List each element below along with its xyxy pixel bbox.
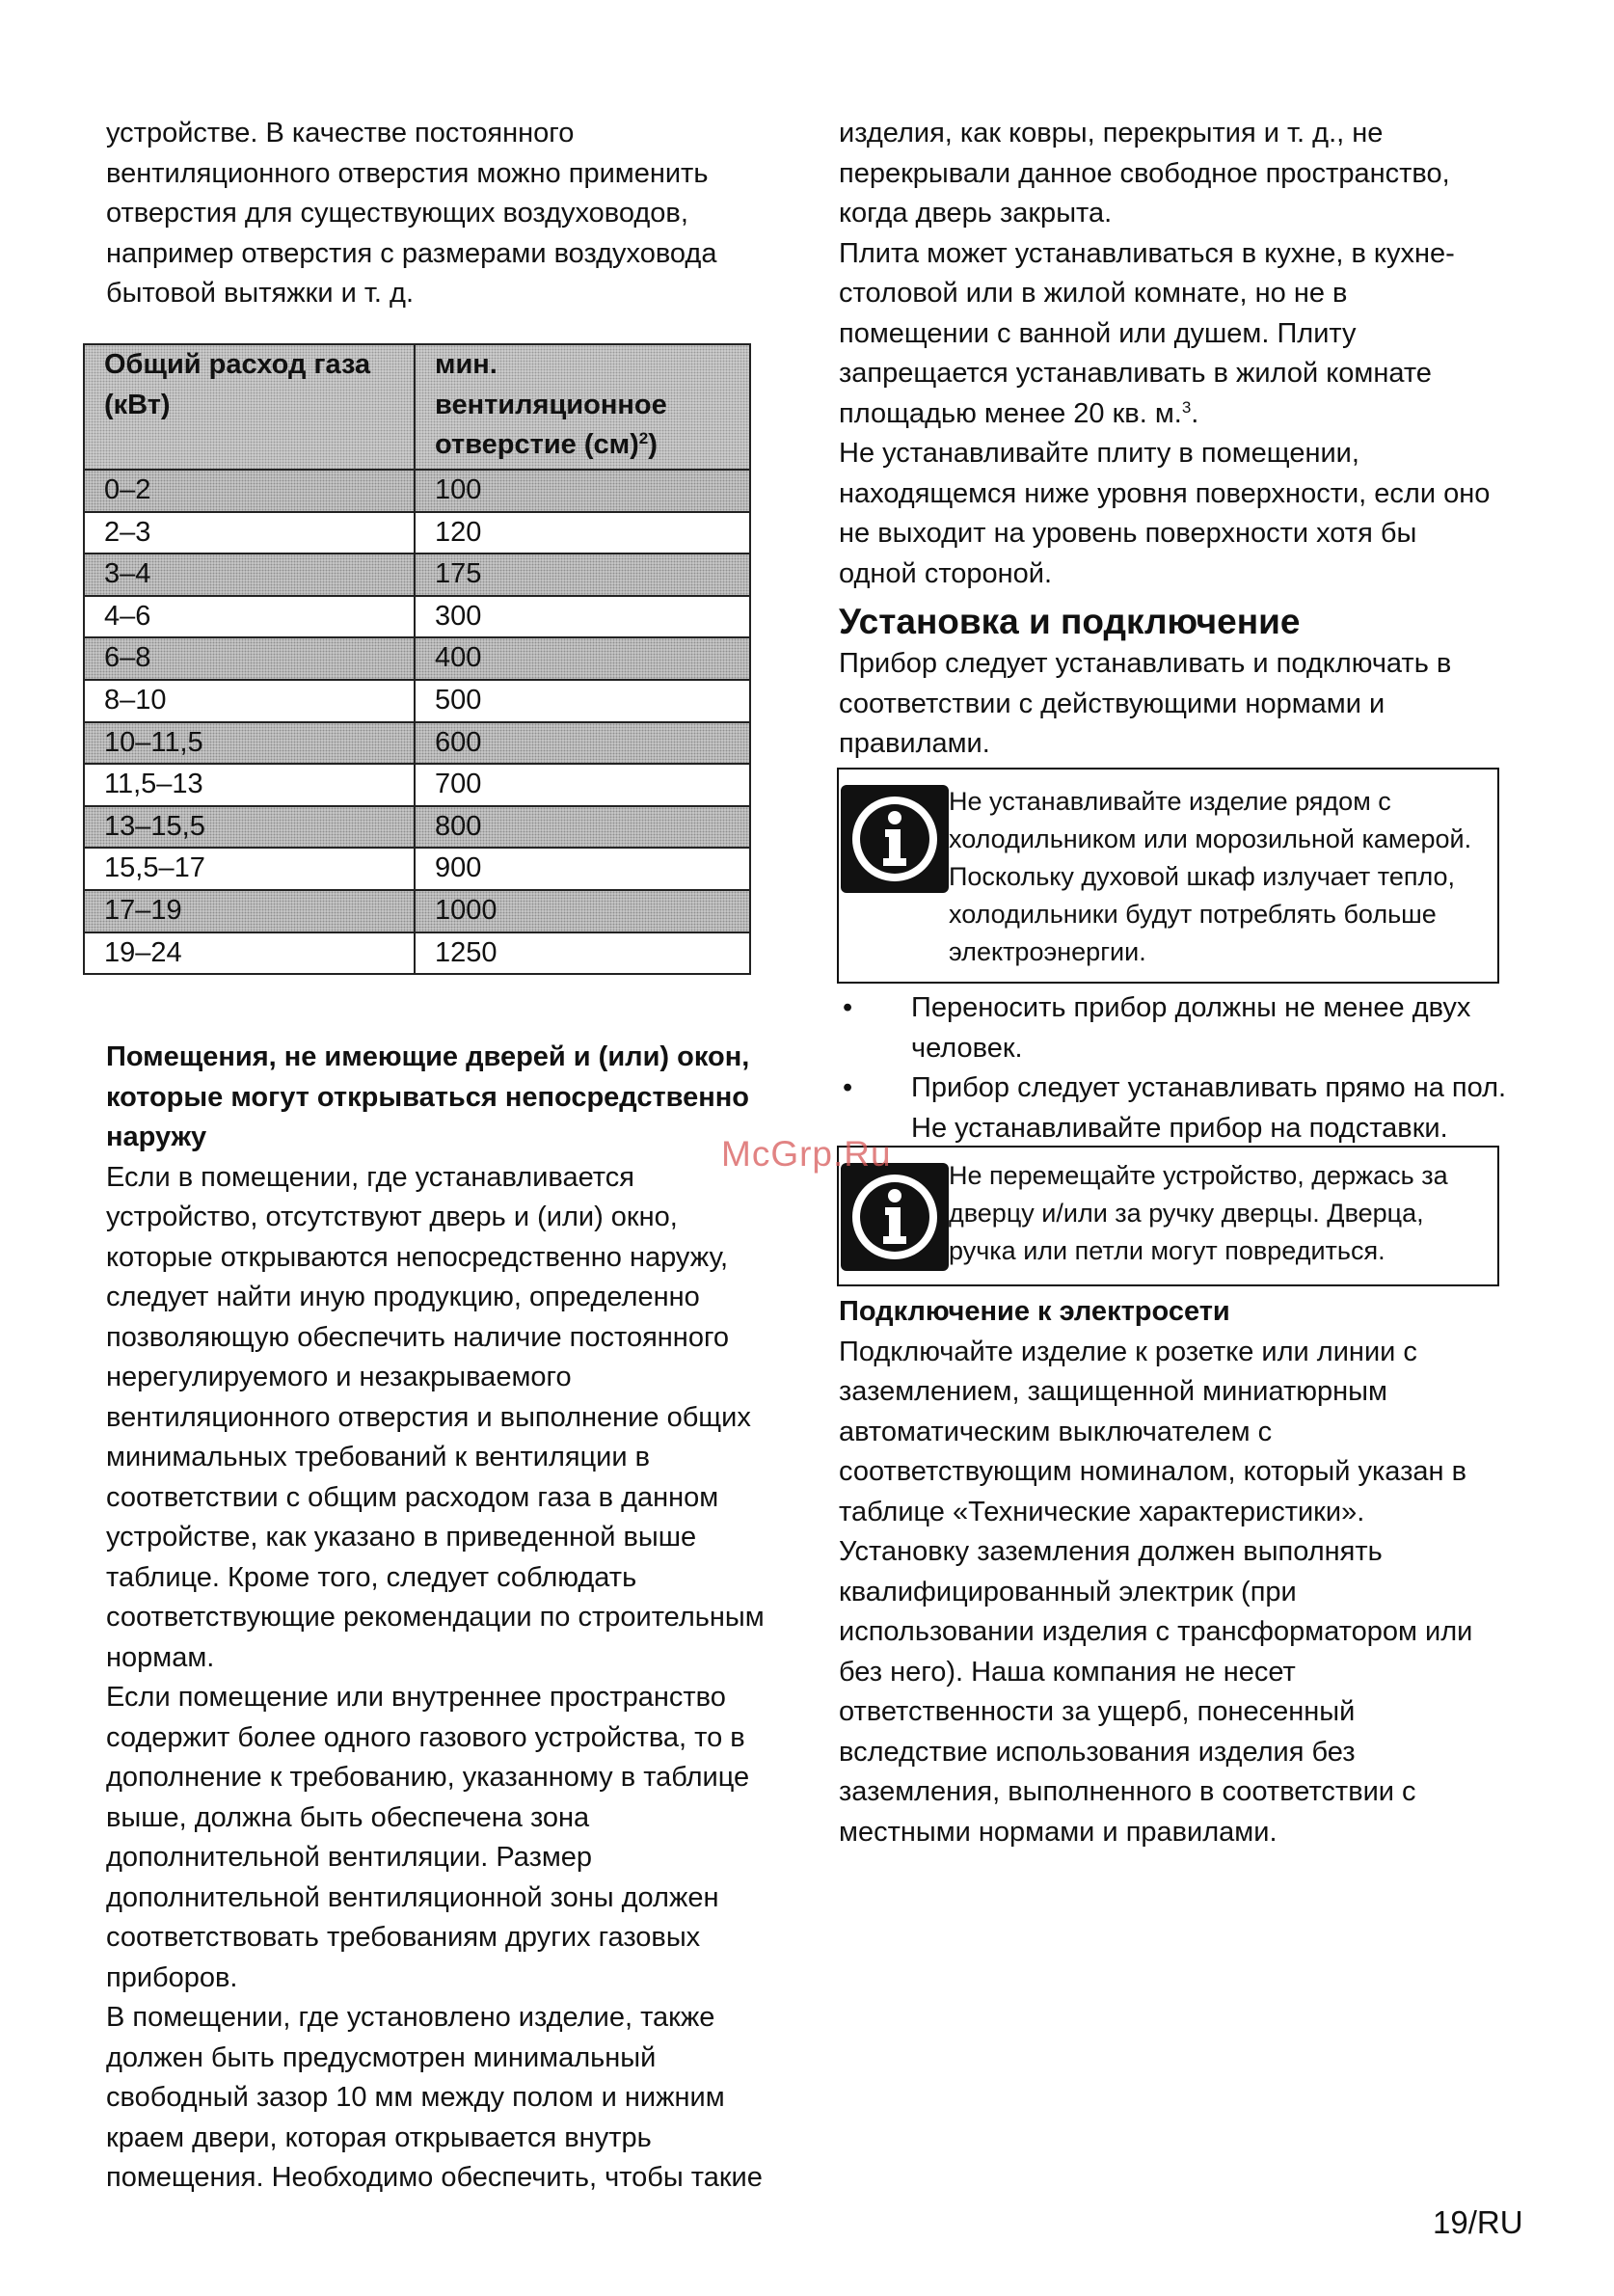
text-line: Если помещение или внутреннее пространство <box>106 1682 726 1713</box>
text-line: содержит более одного газового устройства, то в <box>106 1721 745 1753</box>
text-line: без него). Наша компания не несет <box>839 1656 1296 1688</box>
value-cell: 300 <box>415 596 750 638</box>
text-line: помещении с ванной или душем. Плиту <box>839 317 1357 349</box>
text-line: свободный зазор 10 мм между полом и нижним <box>106 2082 725 2113</box>
text-line: когда дверь закрыта. <box>839 198 1113 229</box>
text-line: дополнительной вентиляционной зоны должен <box>106 1881 719 1913</box>
text-line: заземления, выполненного в соответствии с <box>839 1776 1416 1807</box>
text-line: минимальных требований к вентиляции в <box>106 1442 651 1472</box>
range-cell: 11,5–13 <box>84 764 415 806</box>
text-line: Подключайте изделие к розетке или линии с <box>839 1336 1417 1367</box>
value-cell: 400 <box>415 637 750 680</box>
text-line: вследствие использования изделия без <box>839 1736 1356 1768</box>
range-cell: 10–11,5 <box>84 722 415 765</box>
text-line: соответствовать требованиям других газовых <box>106 1922 701 1953</box>
value-cell: 800 <box>415 806 750 849</box>
list-item: • Прибор следует устанавливать прямо на пол. Не устанавливайте прибор на подставки. <box>839 1068 1533 1148</box>
range-cell: 3–4 <box>84 554 415 596</box>
table-row <box>84 680 750 722</box>
rooms-heading-line: Помещения, не имеющие дверей и (или) окон, <box>106 1041 750 1072</box>
range-cell: 6–8 <box>84 637 415 680</box>
text-line: выше, должна быть обеспечена зона <box>106 1801 590 1833</box>
table-header-vent: мин. вентиляционное отверстие (см)$^2$) <box>415 344 750 470</box>
bullet-list <box>839 988 1533 1148</box>
text-line: устройстве, как указано в приведенной выше <box>106 1522 697 1553</box>
text-line: Если в помещении, где устанавливается <box>106 1161 634 1193</box>
text-line: квалифицированный электрик (при <box>839 1576 1297 1607</box>
text-line: таблице. Кроме того, следует соблюдать <box>106 1561 637 1593</box>
table-row <box>84 932 750 975</box>
table-row <box>84 848 750 890</box>
text-line: нормам. <box>106 1641 215 1673</box>
text-line: помещения. Необходимо обеспечить, чтобы такие <box>106 2162 763 2193</box>
text-line: следует найти иную продукцию, определенно <box>106 1282 700 1312</box>
value-cell: 120 <box>415 512 750 554</box>
text-line: бытовой вытяжки и т. д. <box>106 278 414 309</box>
text-line: соответствующие рекомендации по строительным <box>106 1602 765 1633</box>
text-line: краем двери, которая открывается внутрь <box>106 2121 652 2153</box>
text-line: не выходит на уровень поверхности хотя бы <box>839 518 1417 549</box>
text-line: Прибор следует устанавливать и подключать в <box>839 648 1452 679</box>
text-line: использовании изделия с трансформатором или <box>839 1616 1473 1647</box>
text-line: Плита может устанавливаться в кухне, в кухне- <box>839 237 1455 269</box>
table-header-row <box>84 344 750 470</box>
table-row <box>84 764 750 806</box>
text-line: соответствии с общим расходом газа в данном <box>106 1481 719 1513</box>
rooms-heading-line: наружу <box>106 1121 207 1152</box>
page-number: 19/RU <box>1433 2204 1523 2240</box>
text-line: В помещении, где установлено изделие, также <box>106 2002 715 2033</box>
text-line: должен быть предусмотрен минимальный <box>106 2041 657 2073</box>
range-cell: 2–3 <box>84 512 415 554</box>
text-line: позволяющую обеспечить наличие постоянного <box>106 1321 730 1353</box>
text-line: местными нормами и правилами. <box>839 1816 1278 1848</box>
text-line: ответственности за ущерб, понесенный <box>839 1696 1356 1727</box>
text-line: таблице «Технические характеристики». <box>839 1496 1365 1527</box>
notice-text: Не устанавливайте изделие рядом с холодильником или морозильной камерой. Поскольку духовой шкаф излучает тепло, холодильники будут потреблять больше электроэнергии. <box>949 787 1472 966</box>
table-row <box>84 470 750 512</box>
info-icon <box>841 1163 949 1271</box>
section-heading: Установка и подключение <box>839 602 1301 641</box>
text-line: одной стороной. <box>839 557 1053 589</box>
text-line: Установку заземления должен выполнять <box>839 1536 1383 1567</box>
list-item: • Переносить прибор должны не менее двух человек. <box>839 988 1533 1068</box>
value-cell: 1000 <box>415 890 750 932</box>
range-cell: 8–10 <box>84 680 415 722</box>
text-line: автоматическим выключателем с <box>839 1416 1273 1447</box>
range-cell: 13–15,5 <box>84 806 415 849</box>
text-line: устройство, отсутствуют дверь и (или) окно, <box>106 1202 678 1232</box>
text-line: запрещается устанавливать в жилой комнате <box>839 358 1432 389</box>
value-cell: 900 <box>415 848 750 890</box>
text-line: отверстия для существующих воздуховодов, <box>106 198 688 229</box>
table-row <box>84 596 750 638</box>
value-cell: 100 <box>415 470 750 512</box>
range-cell: 19–24 <box>84 932 415 975</box>
notice-text: Не перемещайте устройство, держась за дверцу и/или за ручку дверцы. Дверца, ручка или петли могут повредиться. <box>949 1161 1448 1265</box>
table-row <box>84 554 750 596</box>
text-line: площадью менее 20 кв. м.$^3$. <box>839 397 1199 429</box>
text-line: столовой или в жилой комнате, но не в <box>839 278 1348 309</box>
text-line: Не устанавливайте плиту в помещении, <box>839 438 1359 469</box>
text-line: изделия, как ковры, перекрытия и т. д., не <box>839 118 1384 149</box>
info-notice <box>837 768 1499 984</box>
text-line: вентиляционного отверстия можно применить <box>106 157 709 189</box>
range-cell: 0–2 <box>84 470 415 512</box>
table-row <box>84 637 750 680</box>
text-line: приборов. <box>106 1961 238 1993</box>
value-cell: 600 <box>415 722 750 765</box>
value-cell: 700 <box>415 764 750 806</box>
range-cell: 17–19 <box>84 890 415 932</box>
text-line: устройстве. В качестве постоянного <box>106 118 575 149</box>
text-line: соответствующим номиналом, который указан в <box>839 1456 1466 1487</box>
rooms-section <box>106 1038 800 2199</box>
text-line: находящемся ниже уровня поверхности, если оно <box>839 477 1491 509</box>
bullet-icon: • <box>843 992 853 1023</box>
value-cell: 175 <box>415 554 750 596</box>
text-line: дополнение к требованию, указанному в таблице <box>106 1762 750 1793</box>
range-cell: 4–6 <box>84 596 415 638</box>
range-cell: 15,5–17 <box>84 848 415 890</box>
text-line: заземлением, защищенной миниатюрным <box>839 1376 1387 1407</box>
text-line: дополнительной вентиляции. Размер <box>106 1842 593 1873</box>
table-row <box>84 806 750 849</box>
left-intro <box>106 114 800 314</box>
rooms-heading-line: которые могут открываться непосредственно <box>106 1081 749 1113</box>
text-line: которые открываются непосредственно наружу, <box>106 1241 729 1273</box>
bullet-icon: • <box>843 1072 853 1103</box>
text-line: вентиляционного отверстия и выполнение общих <box>106 1401 751 1433</box>
table-row <box>84 890 750 932</box>
table-row <box>84 512 750 554</box>
watermark: McGrp.Ru <box>721 1134 892 1174</box>
info-icon <box>841 785 949 893</box>
table-row <box>84 722 750 765</box>
subsection-heading: Подключение к электросети <box>839 1296 1230 1327</box>
right-intro <box>839 114 1533 765</box>
table-header-gas: Общий расход газа (кВт) <box>84 344 415 470</box>
text-line: нерегулируемого и незакрываемого <box>106 1362 572 1392</box>
info-notice <box>837 1146 1499 1286</box>
text-line: например отверстия с размерами воздуховода <box>106 237 717 269</box>
text-line: перекрывали данное свободное пространство, <box>839 157 1450 189</box>
electric-section <box>839 1292 1533 1852</box>
value-cell: 500 <box>415 680 750 722</box>
ventilation-table <box>83 343 751 975</box>
text-line: правилами. <box>839 728 990 759</box>
value-cell: 1250 <box>415 932 750 975</box>
text-line: соответствии с действующими нормами и <box>839 688 1385 719</box>
